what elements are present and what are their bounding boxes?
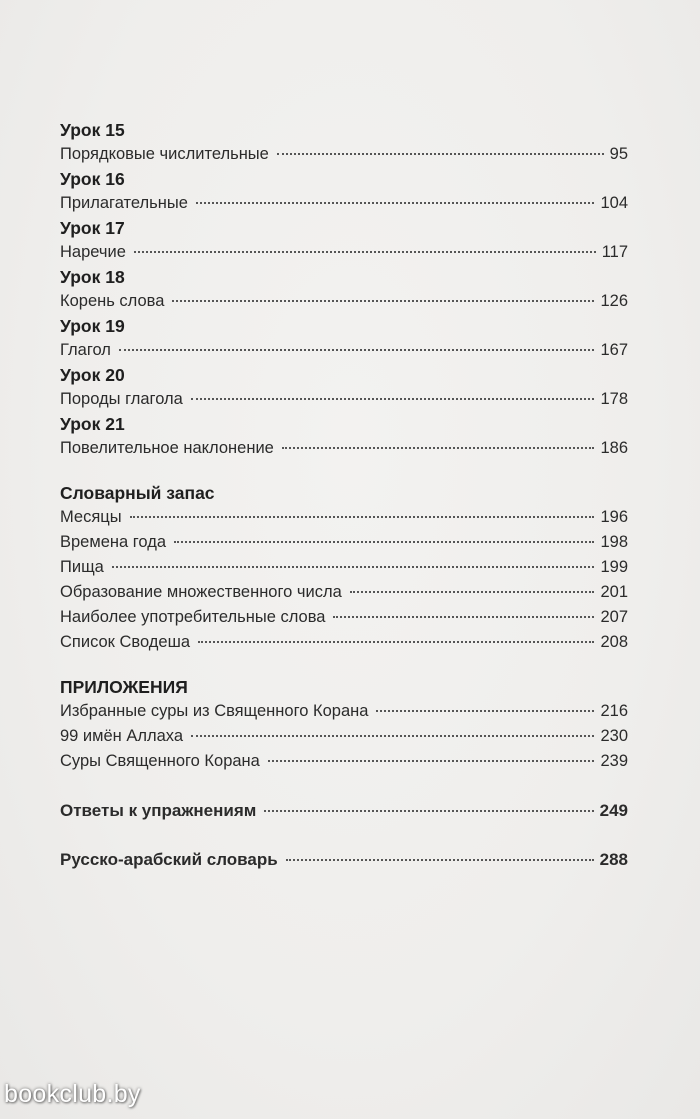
page-number: 249 xyxy=(599,801,628,820)
dot-leader xyxy=(198,641,594,643)
dot-leader xyxy=(191,735,594,737)
toc-entry xyxy=(60,338,628,363)
page-number: 104 xyxy=(600,194,628,212)
spacer xyxy=(60,655,628,675)
page-number: 186 xyxy=(600,439,628,457)
section-heading: ПРИЛОЖЕНИЯ xyxy=(60,677,188,697)
toc-entry xyxy=(60,630,628,655)
spacer xyxy=(60,461,628,481)
entry-title: Наиболее употребительные слова xyxy=(60,608,326,626)
entry-title: Наречие xyxy=(60,243,126,261)
lesson-16 xyxy=(60,167,628,216)
dot-leader xyxy=(282,447,595,449)
answers-entry xyxy=(60,798,628,823)
lesson-19 xyxy=(60,314,628,363)
page-number: 117 xyxy=(601,243,628,261)
site-watermark: bookclub.by xyxy=(4,1080,141,1108)
lesson-15 xyxy=(60,118,628,167)
entry-title: Прилагательные xyxy=(60,194,188,212)
entry-title: Суры Священного Корана xyxy=(60,752,260,770)
dot-leader xyxy=(130,516,595,518)
page-number: 201 xyxy=(600,583,628,601)
toc-entry xyxy=(60,387,628,412)
entry-title: Список Сводеша xyxy=(60,633,191,651)
spacer xyxy=(60,774,628,798)
entry-title: Повелительное наклонение xyxy=(60,439,274,457)
lesson-17 xyxy=(60,216,628,265)
lesson-heading: Урок 19 xyxy=(60,316,125,336)
dot-leader xyxy=(191,398,595,400)
dot-leader xyxy=(350,591,595,593)
entry-title: Избранные суры из Священного Корана xyxy=(60,702,369,720)
dot-leader xyxy=(277,153,604,155)
toc-entry xyxy=(60,289,628,314)
dot-leader xyxy=(119,349,595,351)
vocabulary-section xyxy=(60,481,628,655)
lesson-heading: Урок 15 xyxy=(60,120,125,140)
entry-title: Образование множественного числа xyxy=(60,583,342,601)
table-of-contents xyxy=(60,118,628,872)
page-number: 126 xyxy=(600,292,628,310)
toc-entry xyxy=(60,749,628,774)
lesson-heading: Урок 21 xyxy=(60,414,125,434)
dot-leader xyxy=(174,541,594,543)
toc-entry xyxy=(60,240,628,265)
lesson-21 xyxy=(60,412,628,461)
dot-leader xyxy=(264,810,593,812)
toc-entry xyxy=(60,724,628,749)
lesson-heading: Урок 18 xyxy=(60,267,125,287)
lesson-heading: Урок 20 xyxy=(60,365,125,385)
entry-title: Породы глагола xyxy=(60,390,183,408)
page-number: 178 xyxy=(600,390,628,408)
dot-leader xyxy=(268,760,595,762)
entry-title: Глагол xyxy=(60,341,111,359)
section-heading: Словарный запас xyxy=(60,483,215,503)
entry-title: Корень слова xyxy=(60,292,165,310)
entry-title: Месяцы xyxy=(60,508,122,526)
toc-entry xyxy=(60,530,628,555)
page-number: 196 xyxy=(600,508,628,526)
page-number: 216 xyxy=(600,702,628,720)
dot-leader xyxy=(134,251,596,253)
dot-leader xyxy=(196,202,595,204)
dot-leader xyxy=(286,859,594,861)
entry-title: Времена года xyxy=(60,533,167,551)
dot-leader xyxy=(112,566,595,568)
dictionary-entry xyxy=(60,847,628,872)
lesson-18 xyxy=(60,265,628,314)
entry-title: Порядковые числительные xyxy=(60,145,269,163)
page-number: 288 xyxy=(599,850,628,869)
dot-leader xyxy=(376,710,594,712)
entry-title: Русско-арабский словарь xyxy=(60,850,278,869)
toc-entry xyxy=(60,505,628,530)
entry-title: Ответы к упражнениям xyxy=(60,801,257,820)
toc-entry xyxy=(60,699,628,724)
entry-title: Пища xyxy=(60,558,104,576)
appendices-section xyxy=(60,675,628,774)
page-number: 95 xyxy=(609,145,628,163)
toc-entry xyxy=(60,142,628,167)
dot-leader xyxy=(333,616,594,618)
page-number: 230 xyxy=(600,727,628,745)
toc-entry xyxy=(60,555,628,580)
entry-title: 99 имён Аллаха xyxy=(60,727,184,745)
page-number: 207 xyxy=(600,608,628,626)
page-number: 208 xyxy=(600,633,628,651)
page-number: 239 xyxy=(600,752,628,770)
toc-entry xyxy=(60,436,628,461)
page-number: 199 xyxy=(600,558,628,576)
dot-leader xyxy=(172,300,594,302)
lesson-heading: Урок 17 xyxy=(60,218,125,238)
spacer xyxy=(60,823,628,847)
lesson-20 xyxy=(60,363,628,412)
lesson-heading: Урок 16 xyxy=(60,169,125,189)
toc-entry xyxy=(60,191,628,216)
page-number: 167 xyxy=(600,341,628,359)
toc-entry xyxy=(60,580,628,605)
page-number: 198 xyxy=(600,533,628,551)
toc-entry xyxy=(60,605,628,630)
